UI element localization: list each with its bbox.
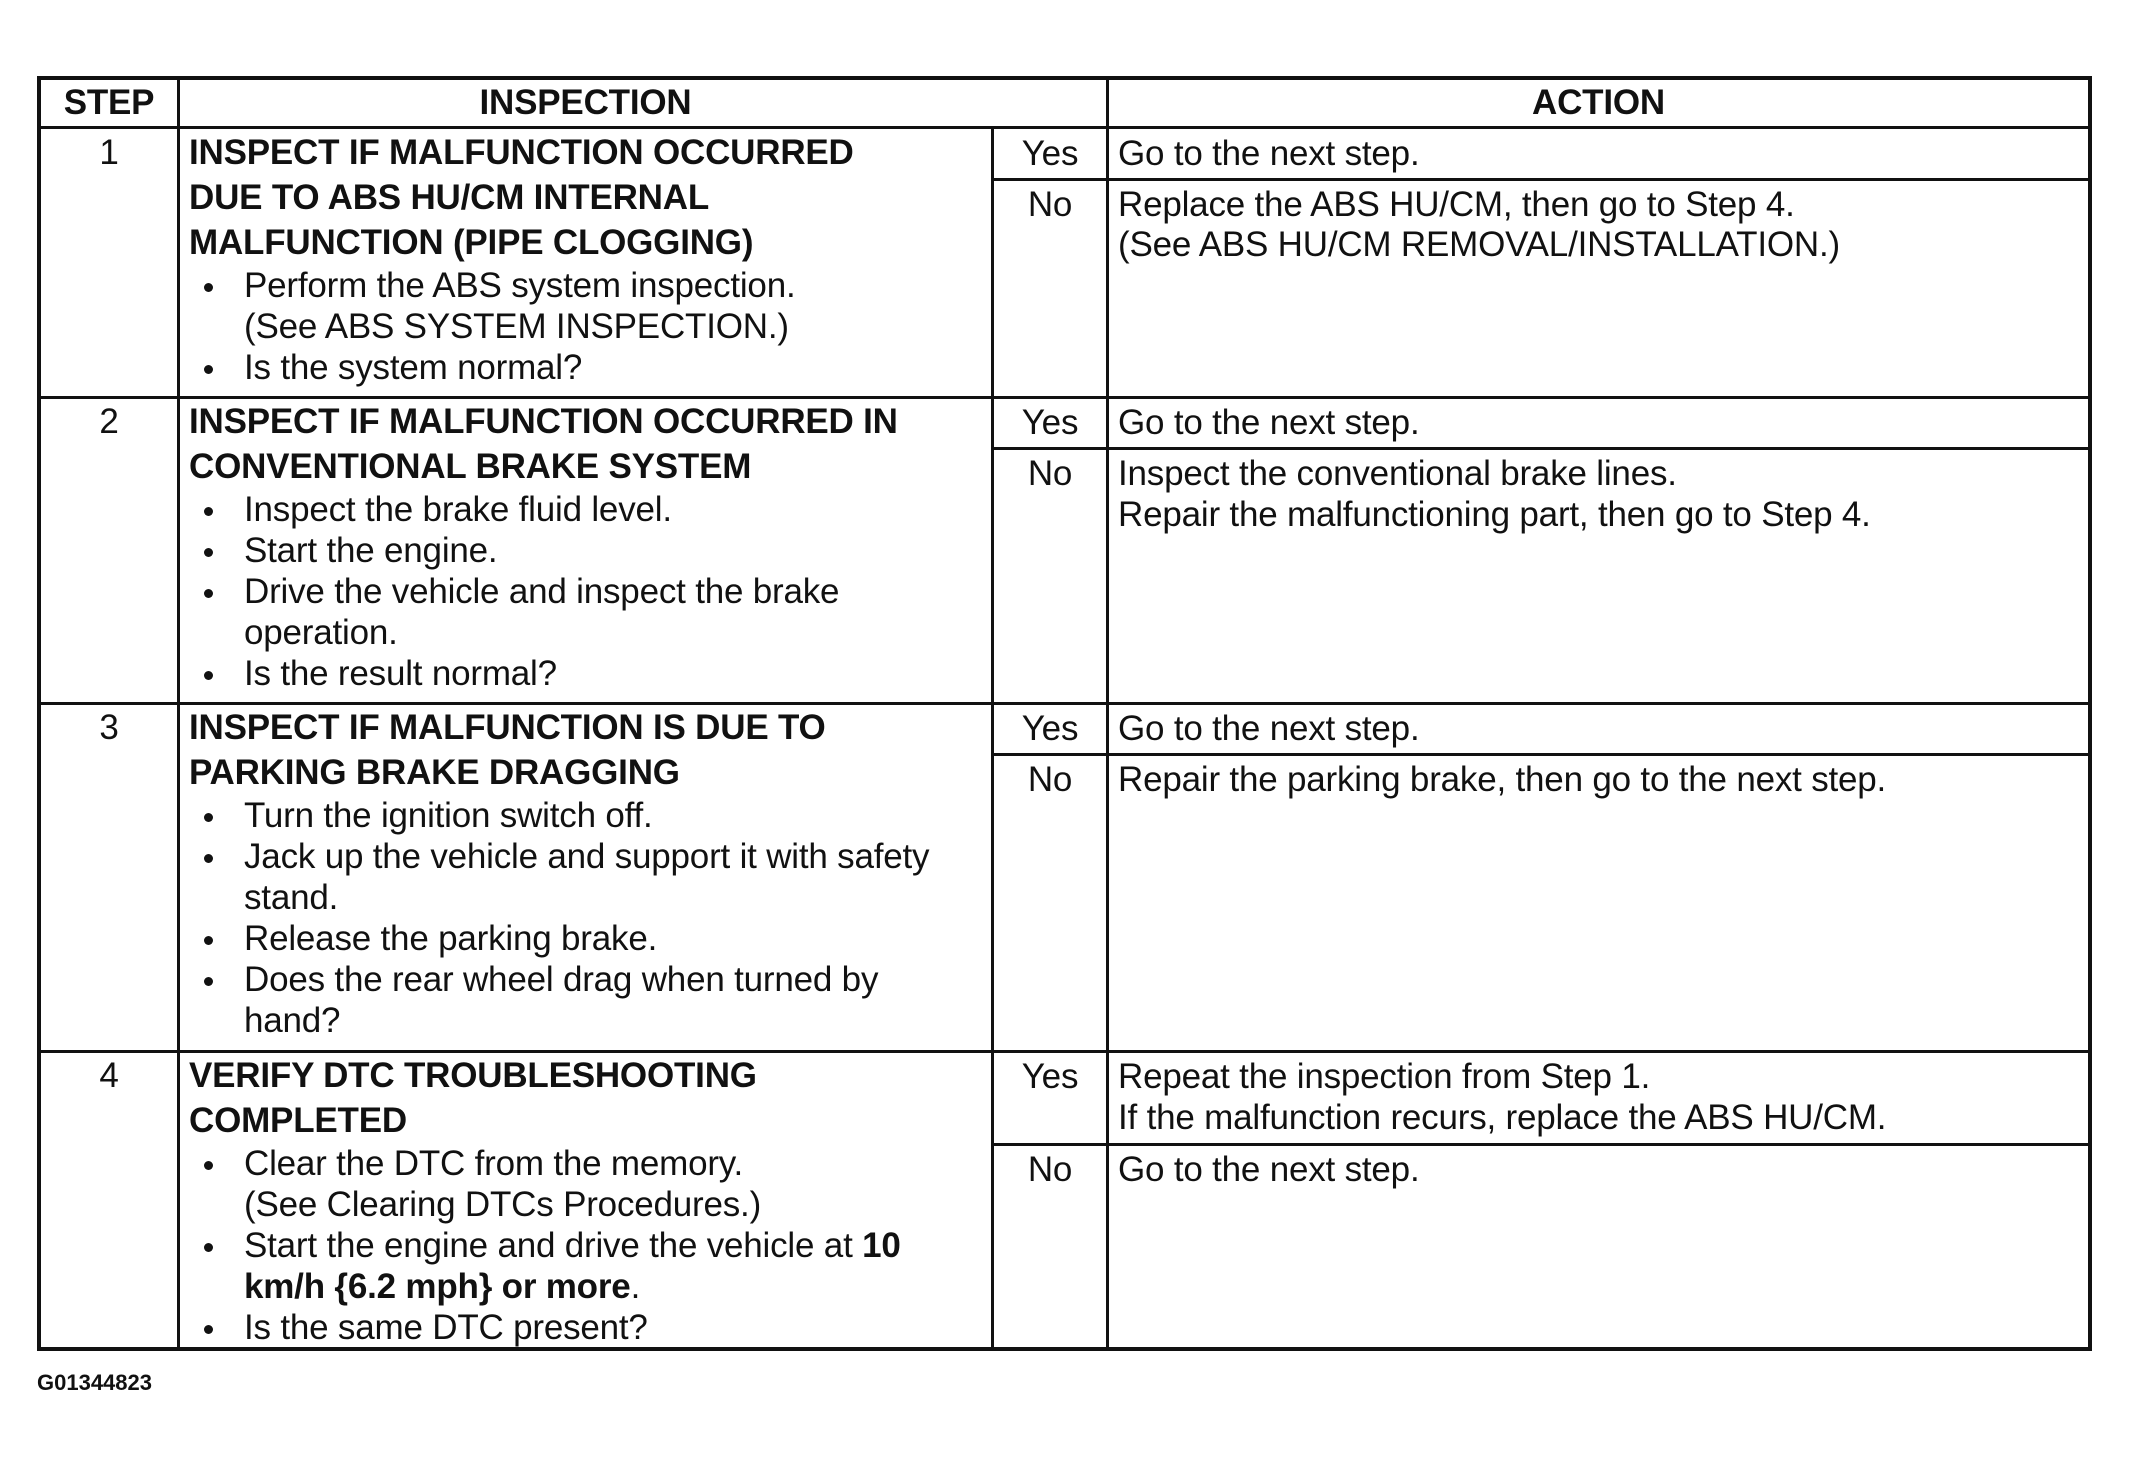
row1-yes-no-divider [991,178,2088,181]
no-label: No [1027,760,1073,799]
header-action: ACTION [1532,83,1665,122]
inspection-item: Inspect the brake fluid level. [244,490,672,529]
inspection-item: (See Clearing DTCs Procedures.) [244,1185,762,1224]
header-divider [41,126,2088,129]
yes-action: Repeat the inspection from Step 1. [1118,1057,1651,1096]
row3-yes-no-divider [991,753,2088,756]
bullet-icon [204,283,213,292]
step-number: 2 [99,402,119,441]
inspection-item: Is the result normal? [244,654,557,693]
yes-action: Go to the next step. [1118,403,1420,442]
inspection-item: Is the same DTC present? [244,1308,648,1347]
row2-yes-no-divider [991,447,2088,450]
inspection-item: hand? [244,1001,341,1040]
bullet-icon [204,589,213,598]
inspection-item: Jack up the vehicle and support it with safety [244,837,930,876]
yes-label: Yes [1021,134,1079,173]
no-action: Repair the malfunctioning part, then go to Step 4. [1118,495,1871,534]
no-action: Repair the parking brake, then go to the next step. [1118,760,1887,799]
inspection-title-line: PARKING BRAKE DRAGGING [189,753,680,792]
inspection-item: Is the system normal? [244,348,583,387]
header-inspection: INSPECTION [479,83,692,122]
inspection-item: Turn the ignition switch off. [244,796,653,835]
bullet-icon [204,671,213,680]
yes-label: Yes [1021,403,1079,442]
inspection-title-line: INSPECT IF MALFUNCTION OCCURRED IN [189,402,898,441]
inspection-item-text: Start the engine and drive the vehicle at [244,1226,863,1265]
inspection-item-text: . [630,1267,641,1306]
inspection-item: Clear the DTC from the memory. [244,1144,744,1183]
step-col-divider [177,80,180,1347]
no-action: Inspect the conventional brake lines. [1118,454,1677,493]
bullet-icon [204,977,213,986]
no-label: No [1027,454,1073,493]
inspection-item: Start the engine. [244,531,498,570]
yes-action: Go to the next step. [1118,709,1420,748]
yes-action: Go to the next step. [1118,134,1420,173]
yes-action: If the malfunction recurs, replace the ABS HU/CM. [1118,1098,1887,1137]
inspection-title-line: DUE TO ABS HU/CM INTERNAL [189,178,710,217]
inspection-item: Release the parking brake. [244,919,658,958]
yes-label: Yes [1021,1057,1079,1096]
inspection-title-line: CONVENTIONAL BRAKE SYSTEM [189,447,752,486]
inspection-item: (See ABS SYSTEM INSPECTION.) [244,307,789,346]
bullet-icon [204,936,213,945]
inspection-title-line: VERIFY DTC TROUBLESHOOTING [189,1056,757,1095]
inspection-item [244,1266,640,1307]
speed-value: 10 [862,1226,901,1265]
inspection-title-line: INSPECT IF MALFUNCTION IS DUE TO [189,708,826,747]
no-label: No [1027,1150,1073,1189]
bullet-icon [204,365,213,374]
speed-value: km/h {6.2 mph} or more [244,1267,631,1306]
action-col-divider [1106,80,1109,1347]
bullet-icon [204,548,213,557]
inspection-item: Does the rear wheel drag when turned by [244,960,879,999]
step-number: 1 [99,133,119,172]
no-label: No [1027,185,1073,224]
no-action: Replace the ABS HU/CM, then go to Step 4. [1118,185,1795,224]
inspection-title-line: COMPLETED [189,1101,407,1140]
no-action: (See ABS HU/CM REMOVAL/INSTALLATION.) [1118,225,1840,264]
step-number: 3 [99,708,119,747]
inspection-item: stand. [244,878,339,917]
figure-id: G01344823 [37,1370,152,1395]
bullet-icon [204,1161,213,1170]
inspection-item: operation. [244,613,398,652]
bullet-icon [204,1243,213,1252]
bullet-icon [204,507,213,516]
inspection-item: Perform the ABS system inspection. [244,266,796,305]
bullet-icon [204,1325,213,1334]
no-action: Go to the next step. [1118,1150,1420,1189]
inspection-title-line: MALFUNCTION (PIPE CLOGGING) [189,223,754,262]
inspection-title-line: INSPECT IF MALFUNCTION OCCURRED [189,133,854,172]
step-number: 4 [99,1056,119,1095]
bullet-icon [204,813,213,822]
row4-yes-no-divider [991,1143,2088,1146]
bullet-icon [204,854,213,863]
troubleshooting-table [37,76,2092,1351]
inspection-item: Drive the vehicle and inspect the brake [244,572,840,611]
header-step: STEP [63,83,155,122]
inspection-item [244,1225,901,1266]
yes-label: Yes [1021,709,1079,748]
